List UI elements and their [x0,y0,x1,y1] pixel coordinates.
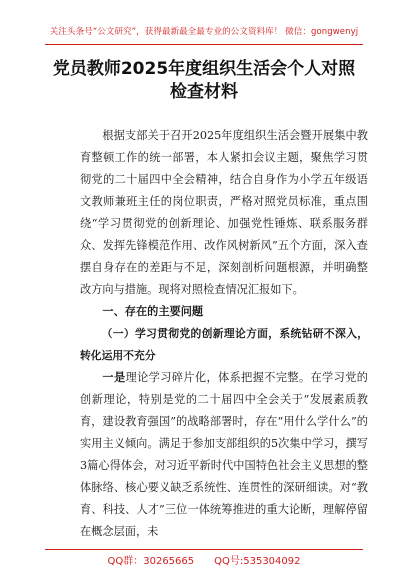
header-divider [45,44,363,45]
document-title [40,58,368,104]
section-heading: 一、存在的主要问题 [102,305,204,318]
intro-paragraph: 根据支部关于召开2025年度组织生活会暨开展集中教育整顿工作的统一部署，本人紧扣会议主题，聚焦学习贯彻党的二十届四中全会精神，结合自身作为小学五年级语文教师兼班主任的岗位职责，严格对照党员标准，重点围绕“学习贯彻党的创新理论、加强党性锤炼、联系服务群众、发挥先锋模范作用、改作风树新风”五个方面，深入查摆自身存在的差距与不足，深刻剖析问题根源，并明确整改方向与措施。现将对照检查情况汇报如下。 [80,129,368,296]
footer [0,552,408,567]
header-banner [0,0,408,46]
sub-heading-number: （一） [101,327,135,340]
footer-divider [45,549,363,550]
document-body [80,125,368,543]
title-line-2: 检查材料 [170,82,238,102]
footer-qq-number: QQ号:535304092 [214,556,301,567]
header-banner-text: 关注头条号“公文研究”，获得最新最全最专业的公文资料库！ 微信：gongwenyj [49,27,359,37]
sub-heading-text: 学习贯彻党的创新理论方面，系统钻研不深入，转化运用不充分 [80,327,369,362]
paragraph-text: 理论学习碎片化，体系把握不完整。在学习党的创新理论，特别是党的二十届四中全会关于“发展素质教育，建设教育强国”的战略部署时，存在“用什么学什么”的实用主义倾向。满足于参加支部组织的5次集中学习，撰写3篇心得体会，对习近平新时代中国特色社会主义思想的整体脉络、核心要义缺乏系统性、连贯性的深研细读。对“教育、科技、人才”三位一体统筹推进的重大论断，理解停留在概念层面，未 [80,371,368,538]
body-paragraph [80,367,368,543]
sub-heading [80,323,368,367]
title-line-1: 党员教师2025年度组织生活会个人对照 [52,59,356,79]
paragraph-lead: 一是 [102,371,126,384]
footer-qq-group: QQ群：30265665 [107,556,195,567]
